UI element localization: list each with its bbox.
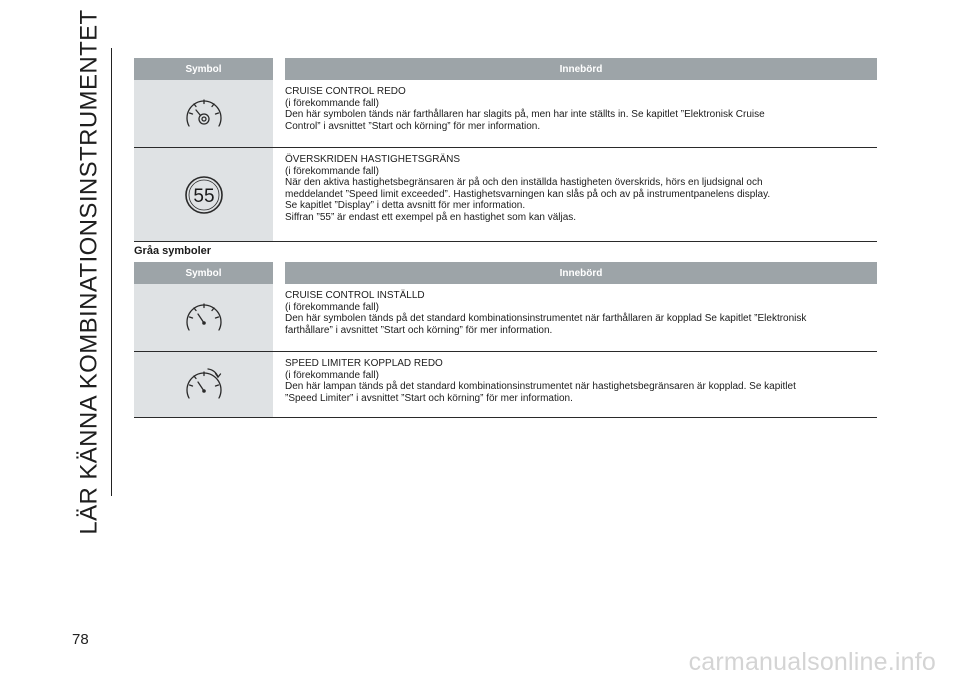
chapter-title-text: LÄR KÄNNA KOMBINATIONSINSTRUMENTET	[76, 9, 103, 535]
table-header	[134, 58, 877, 80]
watermark-text: carmanualsonline.info	[688, 648, 936, 676]
meaning-line: meddelandet ”Speed limit exceeded”. Hastighetsvarningen kan slås på och av på instrumentpanelens display.	[285, 188, 771, 200]
meaning-line: (i förekommande fall)	[285, 369, 379, 381]
symbol-cell	[134, 148, 273, 241]
meaning-line: ”Speed Limiter” i avsnittet ”Start och körning” för mer information.	[285, 392, 573, 404]
table-row	[134, 352, 877, 418]
header-meaning: Innebörd	[285, 58, 877, 80]
cruise-control-set-icon	[182, 299, 226, 337]
header-symbol: Symbol	[134, 262, 273, 284]
meaning-title: CRUISE CONTROL INSTÄLLD	[285, 290, 425, 301]
meaning-line: Siffran ”55” är endast ett exempel på en hastighet som kan väljas.	[285, 211, 577, 223]
meaning-cell	[285, 284, 877, 351]
symbol-table-1	[134, 58, 877, 242]
side-divider	[111, 48, 112, 496]
meaning-title: CRUISE CONTROL REDO	[285, 86, 406, 97]
section-heading-grey-symbols: Gråa symboler	[134, 245, 212, 257]
speed-limit-55-icon	[182, 173, 226, 217]
header-meaning: Innebörd	[285, 262, 877, 284]
symbol-cell	[134, 284, 273, 351]
table-row	[134, 80, 877, 148]
meaning-line: Den här symbolen tänds när farthållaren har slagits på, men har inte ställts in. Se kapitlet ”Elektronisk Cruise	[285, 109, 765, 121]
table-header	[134, 262, 877, 284]
meaning-title: ÖVERSKRIDEN HASTIGHETSGRÄNS	[285, 154, 461, 165]
meaning-line: Den här symbolen tänds på det standard kombinationsinstrumentet när farthållaren är kopplad Se kapitlet ”Elektronisk	[285, 313, 807, 325]
speed-limit-value: 55	[192, 185, 215, 207]
speed-limiter-ready-icon	[182, 365, 226, 405]
page-number: 78	[72, 631, 89, 648]
symbol-table-2	[134, 262, 877, 418]
meaning-cell	[285, 352, 877, 417]
meaning-line: Se kapitlet ”Display” i detta avsnitt för mer information.	[285, 200, 526, 212]
meaning-cell	[285, 80, 877, 147]
meaning-line: (i förekommande fall)	[285, 165, 379, 177]
meaning-line: När den aktiva hastighetsbegränsaren är på och den inställda hastigheten överskrids, hörs en ljudsignal och	[285, 177, 763, 189]
symbol-cell	[134, 80, 273, 147]
meaning-line: (i förekommande fall)	[285, 301, 379, 313]
header-symbol: Symbol	[134, 58, 273, 80]
cruise-control-ready-icon	[182, 95, 226, 133]
meaning-line: Control” i avsnittet ”Start och körning” för mer information.	[285, 120, 541, 132]
symbol-cell	[134, 352, 273, 417]
meaning-cell	[285, 148, 877, 241]
meaning-line: (i förekommande fall)	[285, 97, 379, 109]
meaning-line: farthållare” i avsnittet ”Start och körning” för mer information.	[285, 324, 553, 336]
meaning-title: SPEED LIMITER KOPPLAD REDO	[285, 358, 443, 369]
table-row	[134, 148, 877, 242]
table-row	[134, 284, 877, 352]
chapter-side-title	[58, 9, 122, 535]
meaning-line: Den här lampan tänds på det standard kombinationsinstrumentet när hastighetsbegränsaren är kopplad. Se kapitlet	[285, 381, 796, 393]
